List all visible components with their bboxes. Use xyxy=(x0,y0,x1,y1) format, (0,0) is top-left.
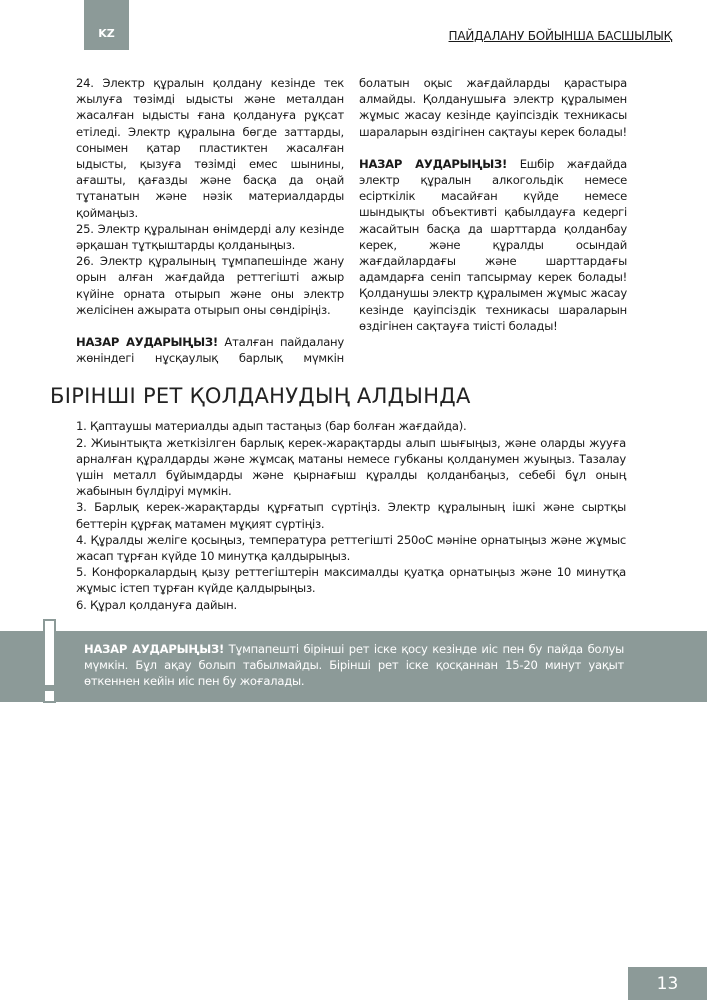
exclamation-icon xyxy=(43,619,56,687)
notice-text xyxy=(84,641,624,690)
notice-body: Тұмпапешті бірінші рет іске қосу кезінде иіс пен бу пайда болуы мүмкін. Бұл ақау болып табылмайды. Бірінші рет іске қосқаннан 15-20 минут уақыт өткеннен кейін иіс пен бу жоғалады. xyxy=(84,641,624,689)
step-item: 2. Жиынтықта жеткізілген барлық керек-жарақтарды алып шығыңыз, және оларды жууға арналған құралдарды және жұмсақ матаны немесе губканы қолданумен жуыңыз. Тазалау үшін металл бұйымдарды және қырнағыш құралды қолданбаңыз, себебі бұл оның жабынын бүлдіруі мүмкін. xyxy=(76,435,626,499)
first-use-steps xyxy=(76,418,626,612)
safety-columns xyxy=(76,75,627,366)
language-code: KZ xyxy=(98,27,115,40)
notice-section xyxy=(0,631,707,702)
warning-label: НАЗАР АУДАРЫҢЫЗ! xyxy=(359,156,508,171)
step-item: 4. Құралды желіге қосыңыз, температура реттегішті 250оС мәніне орнатыңыз және жұмыс жасап тұрған күйде 10 минутқа қалдырыңыз. xyxy=(76,532,626,564)
step-item: 3. Барлық керек-жарақтарды құрғатып сүртіңіз. Электр құралының ішкі және сыртқы беттерін құрғақ матамен мұқият сүртіңіз. xyxy=(76,500,626,531)
step-item: 5. Конфоркалардың қызу реттегіштерін максималды қуатқа орнатыңыз және 10 минутқа жұмыс істеп тұрған күйде қалдырыңыз. xyxy=(76,565,626,596)
step-item: 1. Қаптаушы материалды адып тастаңыз (бар болған жағдайда). xyxy=(76,419,467,434)
page-content xyxy=(0,75,707,702)
exclamation-dot-icon xyxy=(43,689,56,703)
step-item: 6. Құрал қолдануға дайын. xyxy=(76,597,237,612)
warning-text: Ешбір жағдайда электр құралын алкогольдік немесе есірткілік масайған күйде немесе шындықты объективті қабылдауға кедергі жасайтын басқа да шарттарда қолданбау керек, және құралды осындай жағдайлардағы және шарттардағы адамдарға сеніп тапсырмау керек болады! Қолданушы электр құралымен жұмыс жасау кезінде қауіпсіздік техникасы шараларын өздігінен сақтауға тиісті болады! xyxy=(359,156,627,333)
safety-item-26: 26. Электр құралының тұмпапешінде жану орын алған жағдайда реттегішті ажыр күйіне орната отырып және оны электр желісінен ажырата отырып оны сөндіріңіз. xyxy=(76,254,344,317)
warning-paragraph-2 xyxy=(359,156,627,334)
document-title: ПАЙДАЛАНУ БОЙЫНША БАСШЫЛЫҚ xyxy=(448,29,672,43)
safety-item-25: 25. Электр құралынан өнімдерді алу кезінде әрқашан тұтқыштарды қолданыңыз. xyxy=(76,221,344,253)
page-number: 13 xyxy=(628,967,707,1000)
warning-text: Аталған пайдалану жөніндегі нұсқаулық барлық мүмкін болатын оқыс жағдайларды қарастыра алмайды. Қолданушыға электр құралымен жұмыс жасау кезінде қауіпсіздік техникасы шараларын өздігінен сақтауы керек болады! xyxy=(76,76,627,366)
notice-banner xyxy=(0,631,707,702)
safety-item-24: 24. Электр құралын қолдану кезінде тек жылуға төзімді ыдысты және металдан жасалған ыдысты ғана қолдануға рұқсат етіледі. Электр құралына бөгде заттарды, сонымен қатар пластиктен жасалған ыдысты, қызуға төзімді емес шынины, ағашты, қағазды және басқа да оңай тұтанатын және нәзік материалдарды қоймаңыз. xyxy=(76,76,344,220)
language-tab xyxy=(84,0,129,50)
section-title: БІРІНШІ РЕТ ҚОЛДАНУДЫҢ АЛДЫНДА xyxy=(50,384,471,409)
warning-label: НАЗАР АУДАРЫҢЫЗ! xyxy=(76,335,218,350)
notice-label: НАЗАР АУДАРЫҢЫЗ! xyxy=(84,641,224,656)
